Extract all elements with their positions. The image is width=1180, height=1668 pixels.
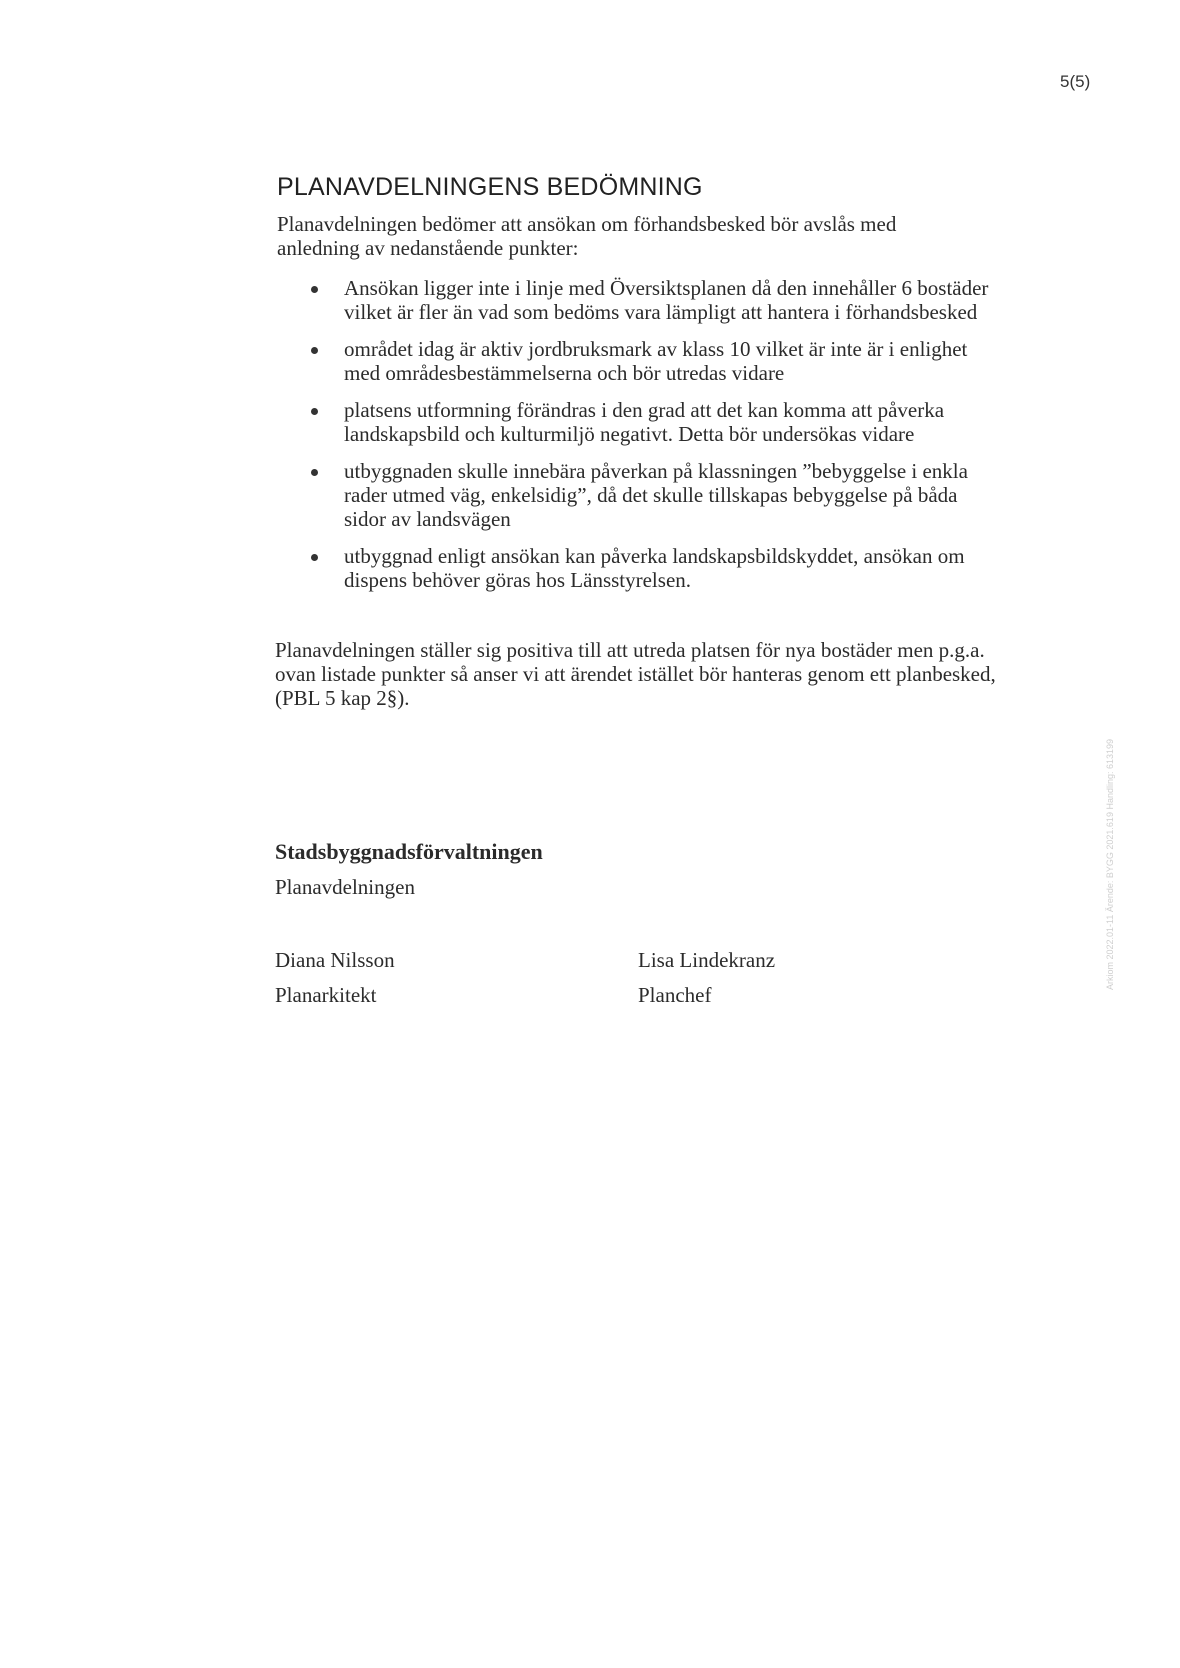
bullet-icon [311,286,318,293]
intro-paragraph: Planavdelningen bedömer att ansökan om förhandsbesked bör avslås med anledning av nedanstående punkter: [277,212,897,260]
department-name: Planavdelningen [275,875,415,899]
bullet-icon [311,408,318,415]
list-item-text: platsens utformning förändras i den grad att det kan komma att påverka landskapsbild och kulturmiljö negativt. Detta bör undersökas vidare [344,398,945,446]
conclusion-paragraph: Planavdelningen ställer sig positiva till att utreda platsen för nya bostäder men p.g.a. ovan listade punkter så anser vi att ärendet istället bör hanteras genom ett planbesked, (PBL 5 kap 2§). [275,638,996,710]
organization-name: Stadsbyggnadsförvaltningen [275,839,543,864]
assessment-points-list [277,276,1017,592]
section-heading: PLANAVDELNINGENS BEDÖMNING [277,173,703,201]
list-item [344,544,994,592]
bullet-icon [311,347,318,354]
bullet-icon [311,554,318,561]
signer-title: Planchef [638,983,712,1007]
list-item [344,398,994,446]
list-item [344,276,994,324]
list-item-text: Ansökan ligger inte i linje med Översiktsplanen då den innehåller 6 bostäder vilket är fler än vad som bedöms vara lämpligt att hantera i förhandsbesked [344,276,989,324]
signer-planarkitekt [275,948,395,1007]
assessment-section [277,172,1017,710]
list-item-text: utbyggnaden skulle innebära påverkan på klassningen ”bebyggelse i enkla rader utmed väg, enkelsidig”, då det skulle tillskapas bebyggelse på båda sidor av landsvägen [344,459,968,531]
bullet-icon [311,469,318,476]
signer-name: Diana Nilsson [275,948,395,972]
signer-name: Lisa Lindekranz [638,948,776,972]
page-number: 5(5) [1060,72,1091,91]
signer-planchef [638,948,775,1007]
list-item-text: utbyggnad enligt ansökan kan påverka landskapsbildskyddet, ansökan om dispens behöver göras hos Länsstyrelsen. [344,544,965,592]
list-item-text: området idag är aktiv jordbruksmark av klass 10 vilket är inte är i enlighet med områdesbestämmelserna och bör utredas vidare [344,337,968,385]
signer-title: Planarkitekt [275,983,377,1007]
list-item [344,337,994,385]
list-item [344,459,994,531]
signature-block [275,840,543,899]
archive-stamp: Arkiom 2022.01-11 Ärende: BYGG 2021.619 Handling: 613199 [1105,738,1115,990]
